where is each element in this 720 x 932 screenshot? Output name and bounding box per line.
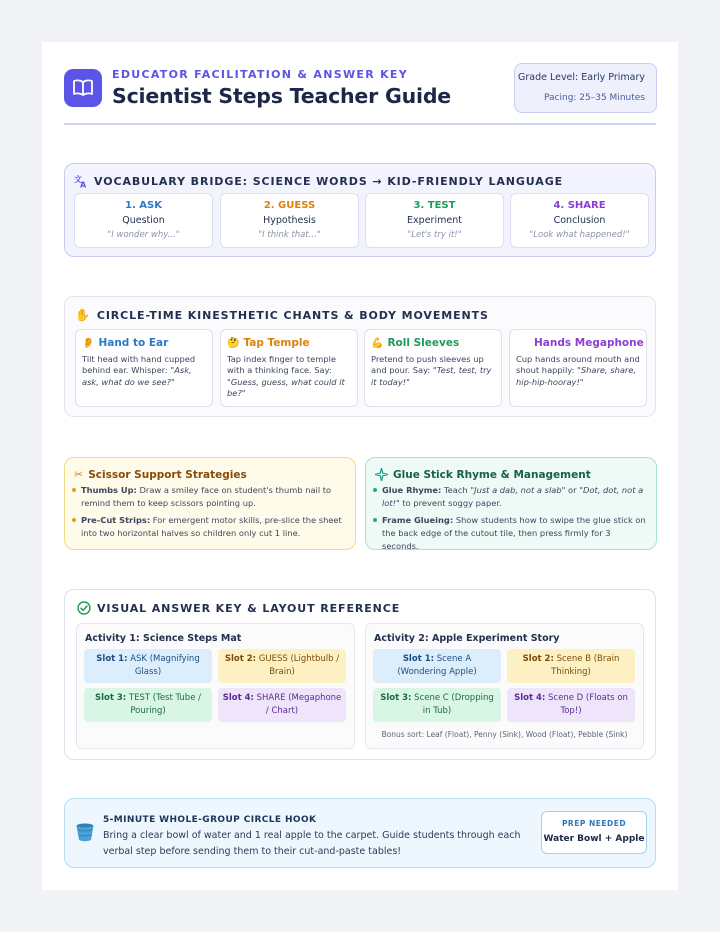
chant-title: Tap Temple <box>243 337 310 349</box>
open-book-icon <box>64 69 102 107</box>
glue-management-box <box>365 457 657 550</box>
header-divider <box>64 123 656 125</box>
teacher-guide-page <box>42 42 678 890</box>
glue-title: Glue Stick Rhyme & Management <box>393 468 591 481</box>
scissor-heading <box>74 468 247 481</box>
chants-section <box>64 296 656 417</box>
glue-tip: Glue Rhyme: Teach "Just a dab, not a slab" or "Dot, dot, not a lot!" to prevent soggy paper. <box>382 484 648 510</box>
vocab-kid-phrase: "Look what happened!" <box>529 230 630 240</box>
chant-card-hand-to-ear <box>75 329 213 407</box>
chant-description: Pretend to push sleeves up and pour. Say: "Test, test, try it today!" <box>371 354 492 387</box>
bucket-icon <box>74 821 96 843</box>
vocabulary-title: VOCABULARY BRIDGE: SCIENCE WORDS → KID-FRIENDLY LANGUAGE <box>94 174 564 188</box>
activity-title: Activity 2: Apple Experiment Story <box>374 633 560 644</box>
answer-key-section <box>64 589 656 760</box>
activity-title: Activity 1: Science Steps Mat <box>85 633 242 644</box>
meta-box <box>514 63 657 113</box>
svg-text:文: 文 <box>74 175 83 184</box>
vocab-card-test <box>365 193 504 248</box>
vocab-kid-phrase: "Let's try it!" <box>407 230 462 240</box>
chant-title: Roll Sleeves <box>387 337 460 349</box>
scissors-icon: ✂ <box>74 468 84 481</box>
chant-description: Cup hands around mouth and shout happily: "Share, share, hip-hip-hooray!" <box>516 354 640 387</box>
chant-title: Hands Megaphone <box>534 337 644 349</box>
svg-text:A: A <box>80 180 88 188</box>
pacing: Pacing: 25–35 Minutes <box>544 93 645 103</box>
answer-slot: Slot 4: Scene D (Floats on Top!) <box>507 688 635 722</box>
sparkle-icon <box>375 468 388 481</box>
activity-1-panel <box>76 623 355 749</box>
chants-heading <box>75 308 489 322</box>
chant-description: Tap index finger to temple with a thinking face. Say: "Guess, guess, what could it be?" <box>227 354 345 399</box>
vocab-card-ask <box>74 193 213 248</box>
translate-icon <box>74 174 88 188</box>
vocab-word: Question <box>122 215 165 226</box>
page-title: Scientist Steps Teacher Guide <box>112 84 452 108</box>
eyebrow-label: EDUCATOR FACILITATION & ANSWER KEY <box>112 68 409 81</box>
answer-slot: Slot 4: SHARE (Megaphone / Chart) <box>218 688 346 722</box>
chant-title: Hand to Ear <box>98 337 169 349</box>
vocab-step: 1. ASK <box>125 200 162 211</box>
glue-tip: Frame Glueing: Show students how to swipe the glue stick on the back edge of the cutout tile, then press firmly for 3 seconds. <box>382 514 648 553</box>
bonus-sort-note: Bonus sort: Leaf (Float), Penny (Sink), Wood (Float), Pebble (Sink) <box>381 730 628 739</box>
chants-title: CIRCLE-TIME KINESTHETIC CHANTS & BODY MOVEMENTS <box>96 308 489 322</box>
hook-title: 5-MINUTE WHOLE-GROUP CIRCLE HOOK <box>103 815 317 825</box>
chant-description: Tilt head with hand cupped behind ear. Whisper: "Ask, ask, what do we see?" <box>82 354 196 387</box>
vocab-step: 2. GUESS <box>263 200 316 211</box>
answer-slot: Slot 1: Scene A (Wondering Apple) <box>373 649 501 683</box>
vocab-word: Conclusion <box>553 215 606 226</box>
scissor-tip: Thumbs Up: Draw a smiley face on student's thumb nail to remind them to keep scissors pointing up. <box>81 484 347 510</box>
prep-value: Water Bowl + Apple <box>543 834 645 844</box>
chant-card-tap-temple <box>220 329 358 407</box>
answer-slot: Slot 3: Scene C (Dropping in Tub) <box>373 688 501 722</box>
vocab-step: 4. SHARE <box>553 200 606 211</box>
vocabulary-heading <box>74 174 563 188</box>
scissor-title: Scissor Support Strategies <box>88 468 247 481</box>
raised-hand-icon: ✋ <box>75 308 91 322</box>
chant-card-roll-sleeves <box>364 329 502 407</box>
vocab-word: Hypothesis <box>263 215 316 226</box>
hook-body: Bring a clear bowl of water and 1 real apple to the carpet. Guide students through each verbal step before sending them to their cut-and-paste tables! <box>103 830 521 857</box>
scissor-strategies-box <box>64 457 356 550</box>
answer-key-title: VISUAL ANSWER KEY & LAYOUT REFERENCE <box>97 601 401 615</box>
prep-needed-box <box>541 811 647 854</box>
circle-hook-section <box>64 798 656 868</box>
answer-slot: Slot 3: TEST (Test Tube / Pouring) <box>84 688 212 722</box>
check-circle-icon <box>77 601 91 615</box>
chant-card-hands-megaphone <box>509 329 647 407</box>
grade-level: Grade Level: Early Primary <box>517 72 645 83</box>
flexed-arm-icon: 💪 <box>371 337 384 349</box>
answer-slot: Slot 1: ASK (Magnifying Glass) <box>84 649 212 683</box>
vocab-step: 3. TEST <box>413 200 456 211</box>
answer-slot: Slot 2: GUESS (Lightbulb / Brain) <box>218 649 346 683</box>
glue-heading <box>375 468 591 481</box>
activity-2-panel <box>365 623 644 749</box>
answer-key-heading <box>77 601 400 615</box>
vocab-kid-phrase: "I think that..." <box>258 230 321 240</box>
answer-slot: Slot 2: Scene B (Brain Thinking) <box>507 649 635 683</box>
vocab-card-guess <box>220 193 359 248</box>
vocab-kid-phrase: "I wonder why..." <box>107 230 180 240</box>
vocab-word: Experiment <box>407 215 462 226</box>
ear-icon: 👂 <box>82 337 95 349</box>
prep-label: PREP NEEDED <box>561 819 627 828</box>
scissor-tip: Pre-Cut Strips: For emergent motor skills, pre-slice the sheet into two horizontal halves so children only cut 1 line. <box>81 514 347 540</box>
vocab-card-share <box>510 193 649 248</box>
thinking-face-icon: 🤔 <box>227 337 240 349</box>
vocabulary-section <box>64 163 656 257</box>
